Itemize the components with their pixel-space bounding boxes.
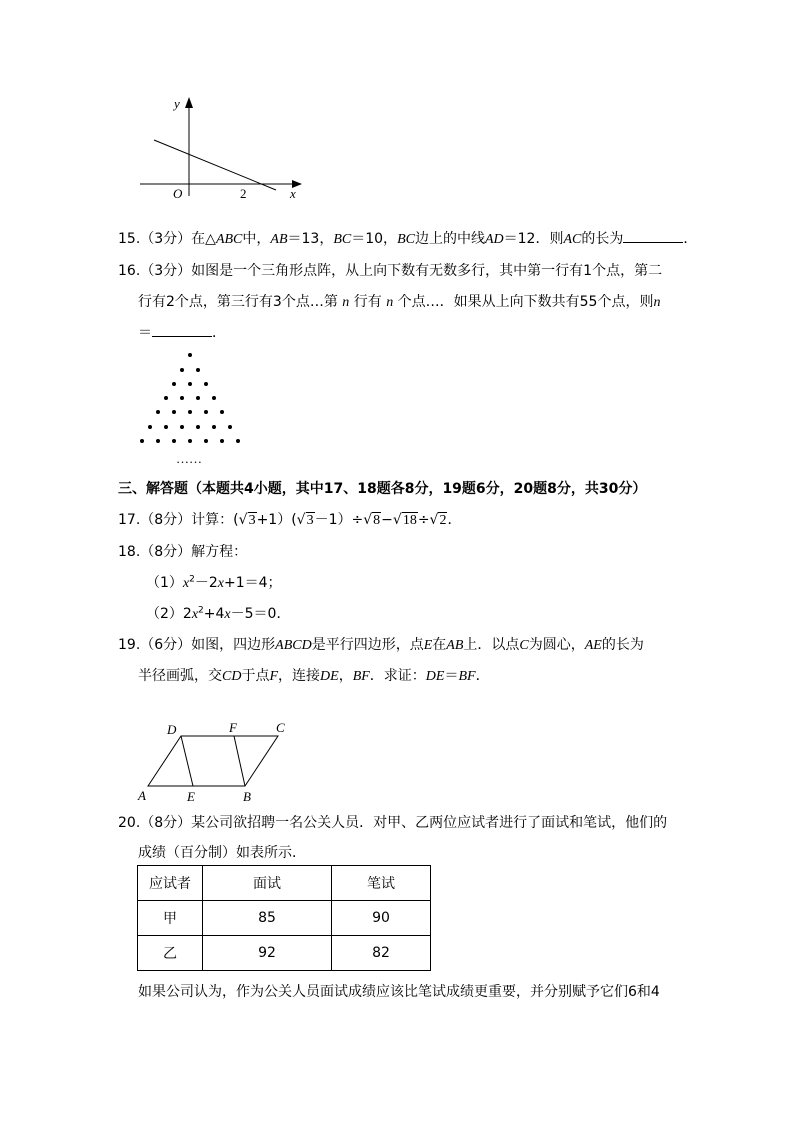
q18-text: （2）2 <box>146 606 192 622</box>
q17-text: − <box>381 512 393 528</box>
q19-text: 的长为 <box>601 637 644 653</box>
q18-text: －5＝0． <box>230 606 291 622</box>
q16-var: n <box>386 295 394 310</box>
x-intercept-label: 2 <box>240 186 247 200</box>
q19-var: DE <box>425 669 445 684</box>
parallelogram-abcd <box>148 736 278 786</box>
x-axis-label: x <box>290 186 296 200</box>
q18-var: x <box>191 607 199 622</box>
q18-exponent: 2 <box>198 605 204 616</box>
table-cell: 82 <box>332 936 431 971</box>
question-20-line3: 如果公司认为，作为公关人员面试成绩应该比笔试成绩更重要，并分别赋予它们6和4 <box>138 984 660 1000</box>
q15-var: BC <box>333 232 352 247</box>
question-16-line1: 16.（3分）如图是一个三角形点阵，从上向下数有无数多行，其中第一行有1个点，第二 <box>118 263 663 279</box>
q15-text: 的长为 <box>581 231 624 247</box>
q19-text: 为圆心， <box>528 637 585 653</box>
q15-text: ＝12．则 <box>503 231 564 247</box>
q15-var: BC <box>397 232 415 247</box>
question-16-line3 <box>138 322 226 342</box>
label-e: E <box>187 789 195 804</box>
sqrt-sign: √ <box>392 512 402 528</box>
sqrt-sign: √ <box>429 512 439 528</box>
q16-text: 行有2个点，第三行有3个点…第 <box>138 294 338 310</box>
sqrt-sign: √ <box>238 512 248 528</box>
table-row <box>138 901 431 936</box>
answer-blank <box>623 228 683 243</box>
q17-radicand: 3 <box>248 513 256 528</box>
table-cell: 90 <box>332 901 431 936</box>
table-header: 应试者 <box>138 866 203 901</box>
q19-var: ABCD <box>275 638 312 653</box>
q15-text: ＝13， <box>287 231 334 247</box>
q19-text: 在 <box>432 637 447 653</box>
q15-text: ． <box>683 231 698 247</box>
table-cell: 乙 <box>138 936 203 971</box>
q16-text: 行有 <box>353 294 382 310</box>
table-cell: 92 <box>203 936 332 971</box>
table-header: 面试 <box>203 866 332 901</box>
q19-var: BF <box>352 669 370 684</box>
triangle-dot-array <box>130 345 250 470</box>
question-17 <box>118 509 461 529</box>
q18-var: x <box>217 576 225 591</box>
q18-text: +4 <box>203 606 225 622</box>
q15-text: 边上的中线 <box>414 231 485 247</box>
q17-text: +1）( <box>256 512 297 528</box>
question-19-line1 <box>118 634 644 654</box>
y-axis-label: y <box>174 96 180 111</box>
q19-var: F <box>269 669 279 684</box>
origin-label: O <box>173 186 183 200</box>
q15-text: 15.（3分）在△ <box>118 231 216 247</box>
q18-var: x <box>182 576 190 591</box>
segment-bf <box>234 736 245 786</box>
q15-var: AB <box>270 232 288 247</box>
q19-var: BF <box>458 669 476 684</box>
table-header: 笔试 <box>332 866 431 901</box>
table-cell: 85 <box>203 901 332 936</box>
q19-text: 是平行四边形，点 <box>311 637 424 653</box>
label-b: B <box>243 789 251 804</box>
q15-var: AC <box>563 232 582 247</box>
q19-var: AB <box>446 638 464 653</box>
q19-text: 半径画弧，交 <box>138 668 222 684</box>
sqrt-sign: √ <box>296 512 306 528</box>
q15-text: 中， <box>242 231 271 247</box>
label-d: D <box>167 722 177 737</box>
answer-blank <box>152 322 212 337</box>
table-cell: 甲 <box>138 901 203 936</box>
q18-exponent: 2 <box>189 574 195 585</box>
sqrt-sign: √ <box>363 512 373 528</box>
section-3-heading: 三、解答题（本题共4小题，其中17、18题各8分，19题6分，20题8分，共30分） <box>118 481 647 497</box>
q18-text: +1＝4； <box>224 575 282 591</box>
table-row <box>138 936 431 971</box>
question-15 <box>118 228 697 248</box>
label-f: F <box>229 720 237 735</box>
q16-var: n <box>342 295 350 310</box>
q16-var: n <box>653 295 661 310</box>
q19-text: ．求证： <box>369 668 426 684</box>
q19-text: 于点 <box>241 668 270 684</box>
graph-line <box>154 140 276 190</box>
q18-text: （1） <box>146 575 183 591</box>
q16-text: 个点…．如果从上向下数共有55个点，则 <box>397 294 654 310</box>
q17-radicand: 18 <box>402 513 417 528</box>
question-16-line2 <box>138 291 660 311</box>
label-c: C <box>276 720 285 735</box>
question-18: 18.（8分）解方程： <box>118 544 248 560</box>
q17-radicand: 2 <box>439 513 447 528</box>
q19-text: ． <box>475 668 490 684</box>
q17-radicand: 3 <box>306 513 314 528</box>
q18-text: －2 <box>194 575 218 591</box>
question-20-line1: 20.（8分）某公司欲招聘一名公关人员．对甲、乙两位应试者进行了面试和笔试，他们的 <box>118 815 668 831</box>
segment-de <box>181 736 193 786</box>
q17-radicand: 8 <box>373 513 381 528</box>
table-header-row <box>138 866 431 901</box>
question-18-eq2 <box>146 603 290 623</box>
q19-var: C <box>519 638 529 653</box>
score-table <box>137 865 431 971</box>
q19-var: AE <box>584 638 602 653</box>
q19-text: ， <box>338 668 353 684</box>
q19-var: E <box>423 638 433 653</box>
q19-text: ，连接 <box>278 668 321 684</box>
q17-text: ÷ <box>417 512 430 528</box>
q19-text: 上．以点 <box>463 637 520 653</box>
q19-text: 19.（6分）如图，四边形 <box>118 637 276 653</box>
dots-ellipsis: …… <box>176 451 202 466</box>
q16-text: ＝ <box>138 325 152 341</box>
q15-var: ABC <box>215 232 243 247</box>
question-20-line2: 成绩（百分制）如表所示． <box>138 845 306 861</box>
line-graph-figure <box>130 90 310 200</box>
y-axis-arrow <box>185 97 193 108</box>
q18-var: x <box>224 607 231 622</box>
q15-text: ＝10， <box>351 231 398 247</box>
q15-var: AD <box>484 232 504 247</box>
q19-text: ＝ <box>444 668 459 684</box>
label-a: A <box>138 788 146 803</box>
q17-text: －1）÷ <box>314 512 364 528</box>
question-18-eq1 <box>146 572 282 592</box>
q17-text: 17.（8分）计算：( <box>118 512 239 528</box>
q19-var: DE <box>320 669 339 684</box>
parallelogram-figure <box>133 718 303 806</box>
q16-text: ． <box>212 325 226 341</box>
q17-text: ． <box>447 512 462 528</box>
q19-var: CD <box>222 669 242 684</box>
question-19-line2 <box>138 665 490 685</box>
